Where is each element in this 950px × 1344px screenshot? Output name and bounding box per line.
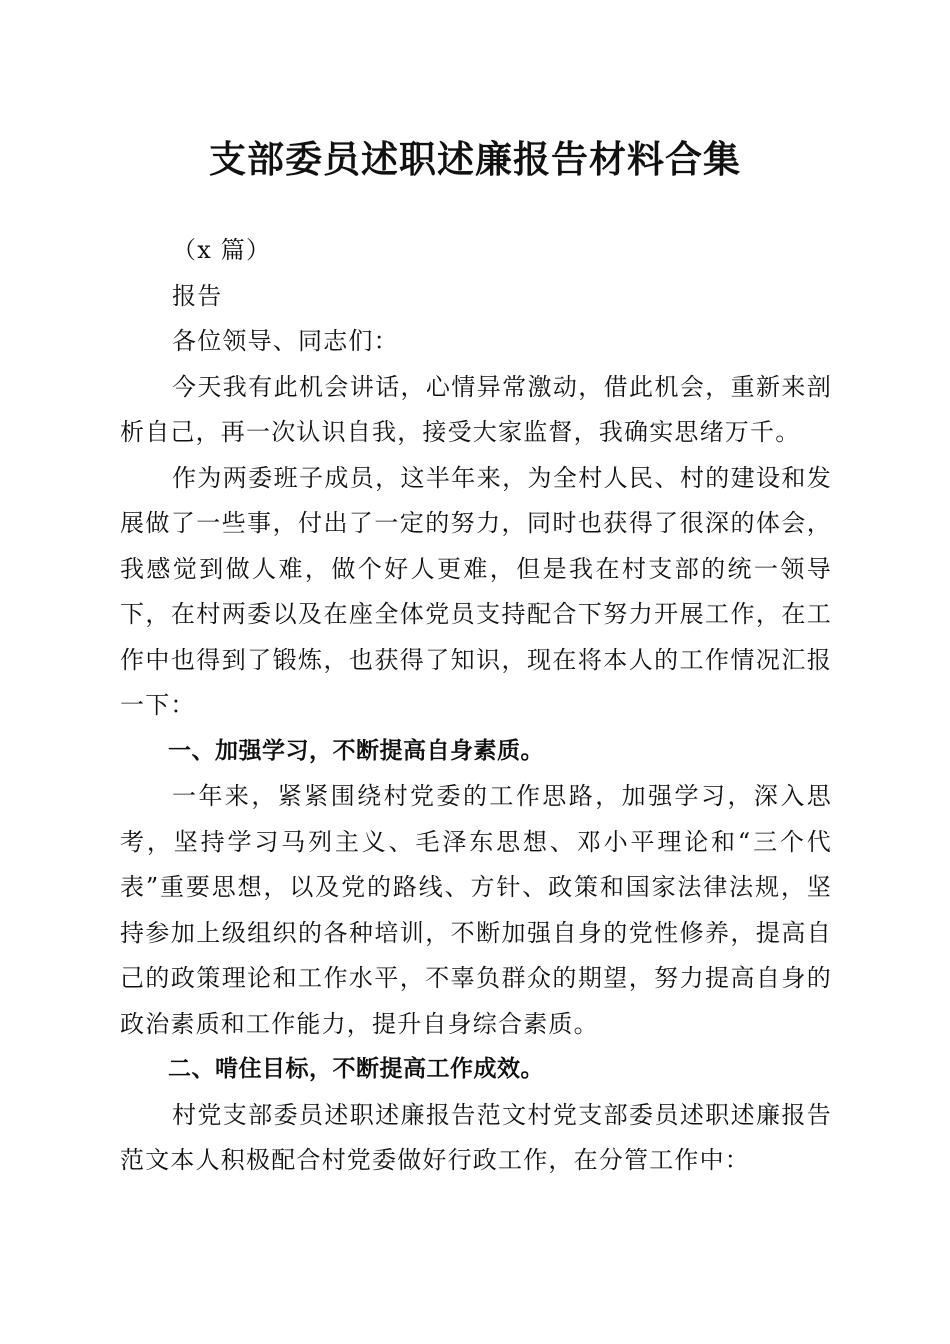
report-label: 报告 xyxy=(172,281,223,310)
document-title: 支部委员述职述廉报告材料合集 xyxy=(209,137,741,181)
greeting: 各位领导、同志们： xyxy=(172,327,399,355)
section-1-text: 一年来，紧紧围绕村党委的工作思路，加强学习，深入思考，坚持学习马列主义、毛泽东思想、邓小平理论和“三个代表”重要思想，以及党的路线、方针、政策和国家法律法规，坚持参加上级组织的各种培训，不断加强自身的党性修养，提高自己的政策理论和工作水平，不辜负群众的期望，努力提高自身的政治素质和工作能力，提升自身综合素质。 xyxy=(120,782,832,1038)
document-body xyxy=(120,228,832,1184)
section-2-heading: 二、啃住目标，不断提高工作成效。 xyxy=(168,1056,544,1082)
paragraph-overview: 作为两委班子成员，这半年来，为全村人民、村的建设和发展做了一些事，付出了一定的努力，同时也获得了很深的体会，我感觉到做人难，做个好人更难，但是我在村支部的统一领导下，在村两委以及在座全体党员支持配合下努力开展工作，在工作中也得到了锻炼，也获得了知识，现在将本人的工作情况汇报一下： xyxy=(120,463,832,719)
section-2-text: 村党支部委员述职述廉报告范文村党支部委员述职述廉报告范文本人积极配合村党委做好行政工作，在分管工作中： xyxy=(120,1100,832,1174)
section-1-heading: 一、加强学习，不断提高自身素质。 xyxy=(168,737,544,764)
paragraph-intro: 今天我有此机会讲话，心情异常激动，借此机会，重新来剖析自己，再一次认识自我，接受大家监督，我确实思绪万千。 xyxy=(120,372,832,446)
count-note: （x 篇） xyxy=(172,236,272,264)
